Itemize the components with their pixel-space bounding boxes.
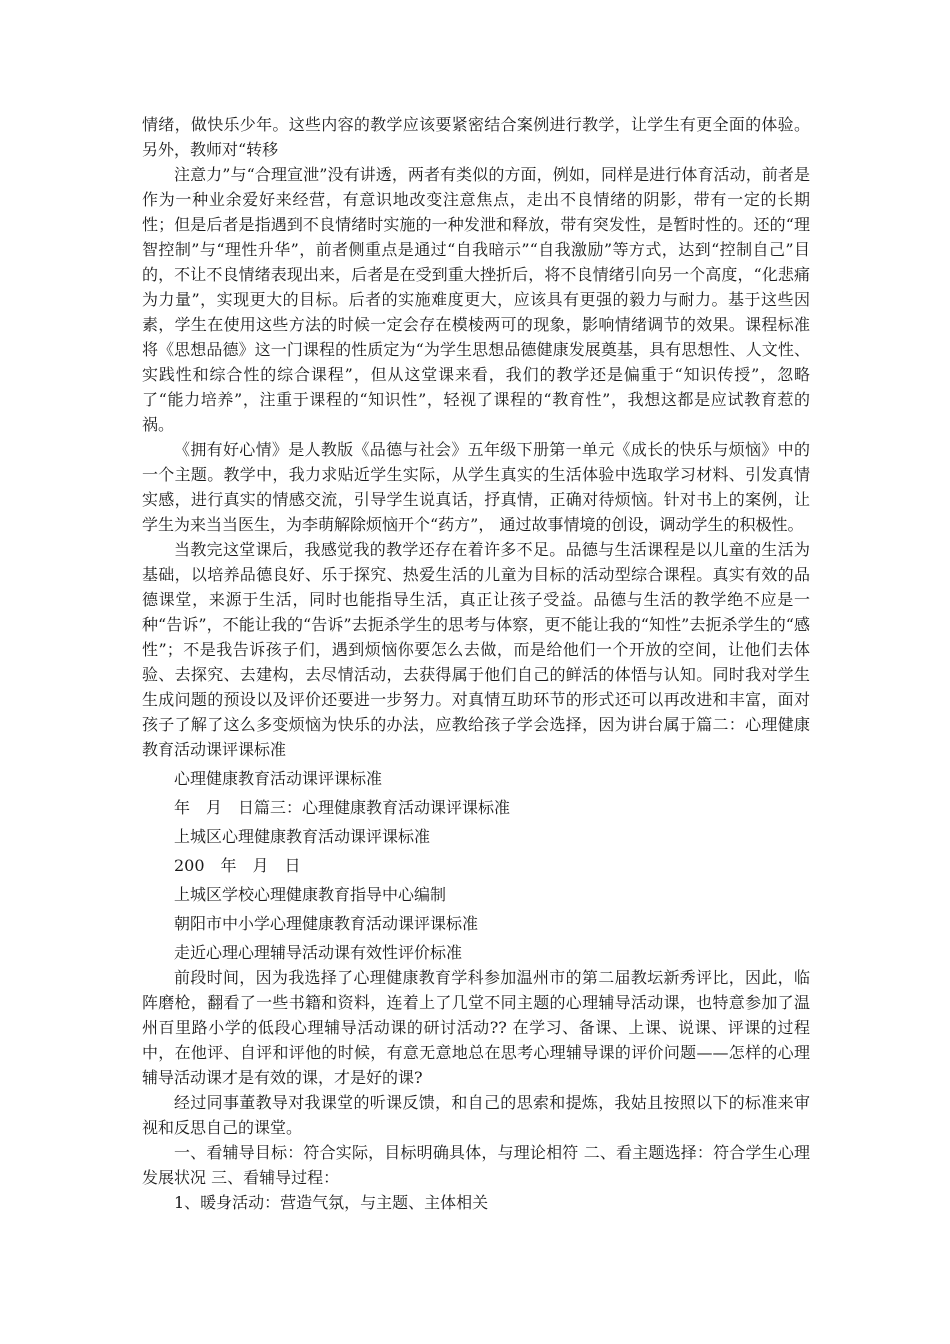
date-line: 200 年 月 日	[174, 856, 301, 875]
paragraph-3: 《拥有好心情》是人教版《品德与社会》五年级下册第一单元《成长的快乐与烦恼》中的一个主题。教学中，我力求贴近学生实际，从学生真实的生活体验中选取学习材料、引发真情实感，进行真实的情感交流，引导学生说真话，抒真情，正确对待烦恼。针对书上的案例，让学生为来当当医生，为李萌解除烦恼开个“药方”， 通过故事情境的创设，调动学生的积极性。	[142, 440, 810, 534]
paragraph-1: 情绪，做快乐少年。这些内容的教学应该要紧密结合案例进行教学，让学生有更全面的体验。另外，教师对“转移	[142, 115, 810, 159]
paragraph-2: 注意力”与“合理宣泄”没有讲透，两者有类似的方面，例如，同样是进行体育活动，前者是作为一种业余爱好来经营，有意识地改变注意焦点，走出不良情绪的阴影，带有一定的长期性；但是后者是指遇到不良情绪时实施的一种发泄和释放，带有突发性，是暂时性的。还的“理智控制”与“理性升华”，前者侧重点是通过“自我暗示”“自我激励”等方式，达到“控制自己”目的，不让不良情绪表现出来，后者是在受到重大挫折后，将不良情绪引向另一个高度，“化悲痛为力量”，实现更大的目标。后者的实施难度更大，应该具有更强的毅力与耐力。基于这些因素，学生在使用这些方法的时候一定会存在模棱两可的现象，影响情绪调节的效果。课程标准将《思想品德》这一门课程的性质定为“为学生思想品德健康发展奠基，具有思想性、人文性、实践性和综合性的综合课程”，但从这堂课来看，我们的教学还是偏重于“知识传授”，忽略了“能力培养”，注重于课程的“知识性”，轻视了课程的“教育性”，我想这都是应试教育惹的祸。	[142, 165, 810, 434]
paragraph-7: 一、看辅导目标：符合实际，目标明确具体，与理论相符 二、看主题选择：符合学生心理发展状况 三、看辅导过程：	[142, 1143, 810, 1187]
editor-line: 上城区学校心理健康教育指导中心编制	[174, 885, 447, 904]
standard-title-3: 朝阳市中小学心理健康教育活动课评课标准	[174, 914, 479, 933]
paragraph-4: 当教完这堂课后，我感觉我的教学还存在着许多不足。品德与生活课程是以儿童的生活为基础，以培养品德良好、乐于探究、热爱生活的儿童为目标的活动型综合课程。真实有效的品德课堂，来源于生活，同时也能指导生活，真正让孩子受益。品德与生活的教学绝不应是一种“告诉”，不能让我的“告诉”去扼杀学生的思考与体察，更不能让我的“知性”去扼杀学生的“感性”；不是我告诉孩子们，遇到烦恼你要怎么去做，而是给他们一个开放的空间，让他们去体验、去探究、去建构，去尽情活动，去获得属于他们自己的鲜活的体悟与认知。同时我对学生生成问题的预设以及评价还要进一步努力。对真情互助环节的形式还可以再改进和丰富，面对孩子了解了这么多变烦恼为快乐的办法，应教给孩子学会选择，因为讲台属于篇二：心理健康教育活动课评课标准	[142, 540, 810, 759]
list-item-warmup: 1、暖身活动：营造气氛，与主题、主体相关	[174, 1193, 489, 1212]
date-title-line: 年 月 日篇三：心理健康教育活动课评课标准	[174, 798, 511, 817]
standard-title-2: 上城区心理健康教育活动课评课标准	[174, 827, 431, 846]
standard-title-4: 走近心理心理辅导活动课有效性评价标准	[174, 943, 463, 962]
paragraph-5: 前段时间，因为我选择了心理健康教育学科参加温州市的第二届教坛新秀评比，因此，临阵磨枪，翻看了一些书籍和资料，连着上了几堂不同主题的心理辅导活动课，也特意参加了温州百里路小学的低段心理辅导活动课的研讨活动?? 在学习、备课、上课、说课、评课的过程中，在他评、自评和评他的时候，有意无意地总在思考心理辅导课的评价问题——怎样的心理辅导活动课才是有效的课，才是好的课?	[142, 968, 810, 1087]
paragraph-6: 经过同事董教导对我课堂的听课反馈，和自己的思索和提炼，我姑且按照以下的标准来审视和反思自己的课堂。	[142, 1093, 810, 1137]
standard-title-1: 心理健康教育活动课评课标准	[174, 769, 383, 788]
document-page	[142, 112, 810, 1215]
